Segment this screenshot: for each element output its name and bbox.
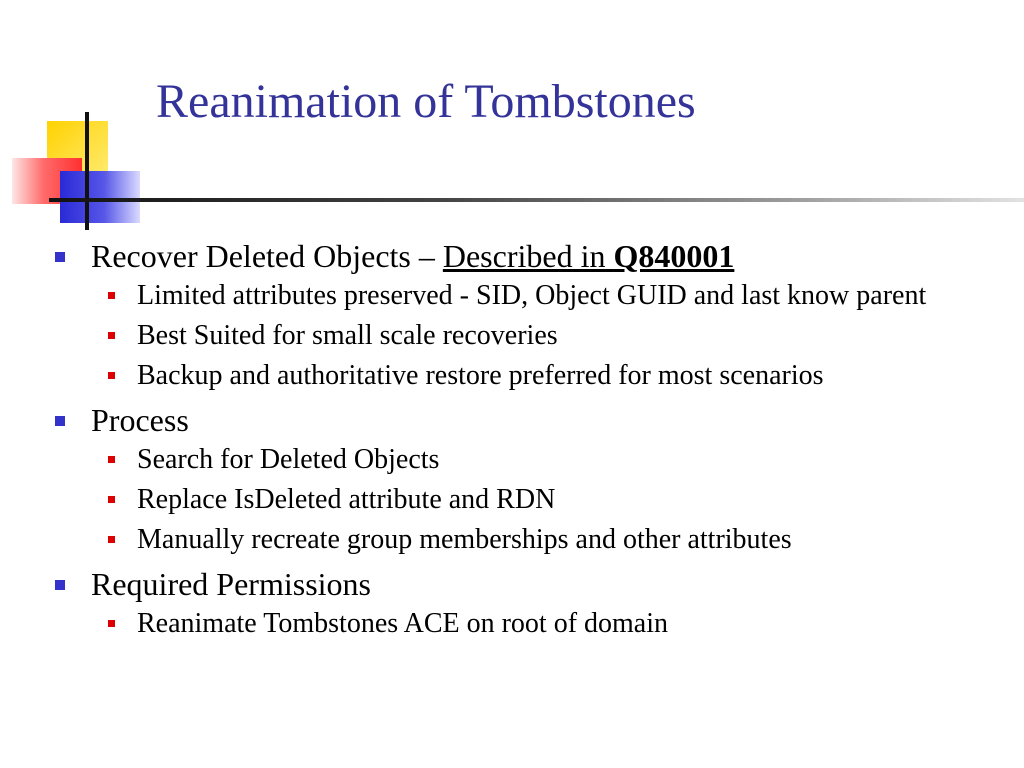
sub-bullet-text: Search for Deleted Objects [137,444,440,475]
small-square-bullet-icon [108,456,115,463]
sub-bullet-item [0,524,1024,555]
bullet-text: Required Permissions [91,566,371,602]
small-square-bullet-icon [108,536,115,543]
kb-link-text: Described in [442,238,614,274]
sub-bullet-text: Reanimate Tombstones ACE on root of domain [137,608,669,639]
sub-bullet-item [0,360,1024,391]
sub-bullet-item [0,320,1024,351]
sub-bullet-item [0,484,1024,515]
square-bullet-icon [55,416,65,426]
decorative-blue-bar [60,171,140,223]
sub-bullet-text: Limited attributes preserved - SID, Object GUID and last know parent [137,280,927,311]
bullet-text: Recover Deleted Objects – [91,238,443,274]
small-square-bullet-icon [108,332,115,339]
bullet-item-required-permissions [0,564,1024,604]
square-bullet-icon [55,580,65,590]
sub-bullet-text: Manually recreate group memberships and other attributes [137,524,792,555]
bullet-item-recover-deleted-objects [0,236,1024,276]
decorative-vertical-line [85,112,89,230]
square-bullet-icon [55,252,65,262]
sub-bullet-text: Replace IsDeleted attribute and RDN [137,484,556,515]
small-square-bullet-icon [108,292,115,299]
kb-article-number: Q840001 [613,238,735,274]
title-underline-rule [49,198,1024,202]
sub-bullet-item [0,280,1024,311]
slide-title: Reanimation of Tombstones [156,75,696,128]
small-square-bullet-icon [108,372,115,379]
sub-bullet-text: Backup and authoritative restore preferred for most scenarios [137,360,824,391]
bullet-list [0,236,1024,648]
bullet-text: Process [91,402,189,438]
small-square-bullet-icon [108,620,115,627]
sub-bullet-item [0,608,1024,639]
sub-bullet-item [0,444,1024,475]
small-square-bullet-icon [108,496,115,503]
bullet-item-process [0,400,1024,440]
kb-article-link[interactable] [443,238,735,274]
sub-bullet-text: Best Suited for small scale recoveries [137,320,558,351]
